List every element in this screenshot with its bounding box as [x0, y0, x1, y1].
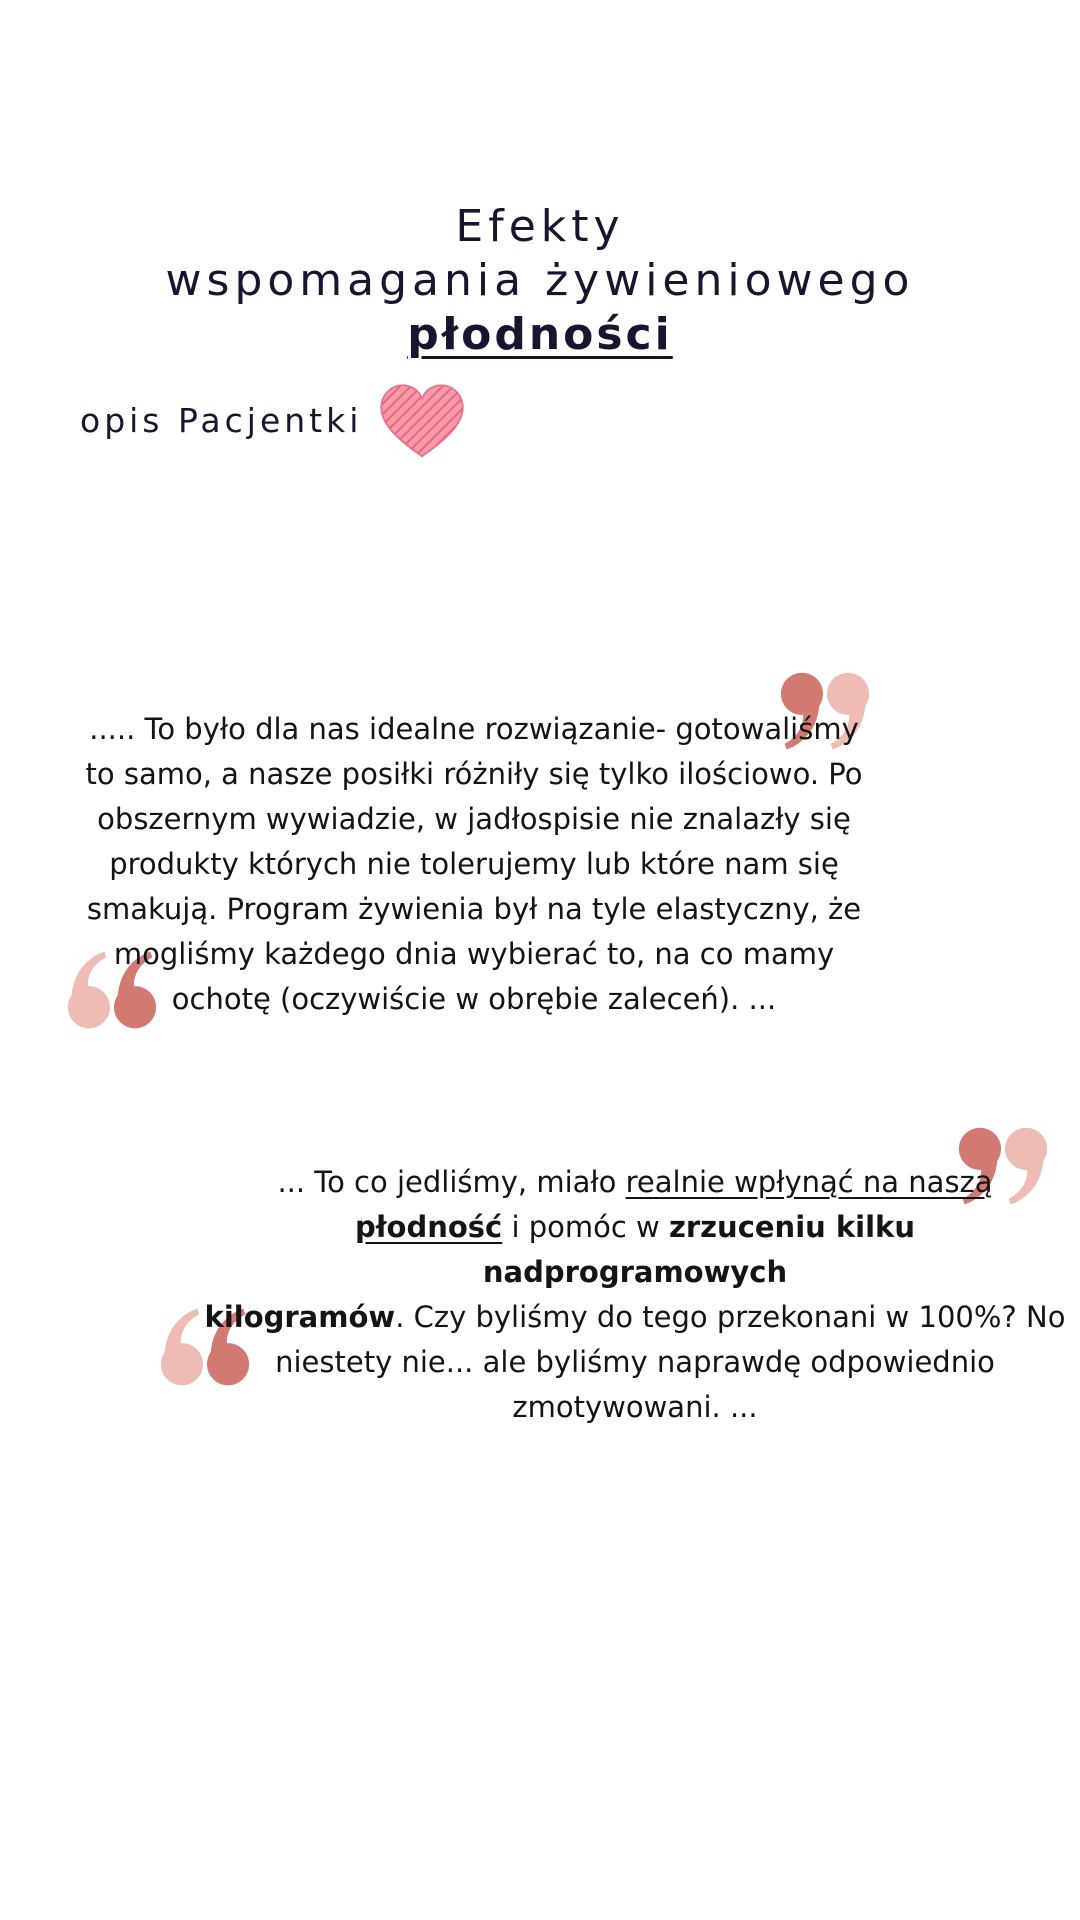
- testimonial-1-line: smakują. Program żywienia był na tyle elastyczny, że: [86, 892, 862, 926]
- title-line-3: płodności: [407, 309, 673, 360]
- testimonial-2-line: niestety nie... ale byliśmy naprawdę odpowiednio: [275, 1345, 995, 1379]
- testimonial-1: [84, 707, 864, 1022]
- testimonial-2-underlined: realnie wpłynąć na naszą: [625, 1165, 993, 1199]
- testimonial-2-bold: kilogramów: [204, 1300, 396, 1334]
- subtitle: opis Pacjentki: [80, 400, 363, 440]
- testimonial-2-line: zmotywowani. ...: [512, 1390, 758, 1424]
- testimonial-1-line: ochotę (oczywiście w obrębie zaleceń). ...: [171, 982, 777, 1016]
- testimonial-2-bold: zrzuceniu kilku nadprogramowych: [482, 1210, 915, 1289]
- heart-icon: [376, 382, 468, 458]
- subtitle-row: [80, 382, 468, 458]
- title-line-2: wspomagania żywieniowego: [165, 255, 915, 306]
- title-line-1: Efekty: [455, 201, 625, 252]
- testimonial-1-line: produkty których nie tolerujemy lub które nam się: [109, 847, 839, 881]
- testimonial-1-line: mogliśmy każdego dnia wybierać to, na co mamy: [113, 937, 835, 971]
- testimonial-2-underlined: płodność: [355, 1210, 503, 1244]
- testimonial-1-line: obszernym wywiadzie, w jadłospisie nie znalazły się: [97, 802, 851, 836]
- testimonial-2-text: i pomóc w: [502, 1210, 669, 1244]
- page-title: [0, 200, 1080, 362]
- testimonial-1-line: to samo, a nasze posiłki różniły się tylko ilościowo. Po: [85, 757, 863, 791]
- testimonial-2: [200, 1160, 1070, 1430]
- testimonial-1-line: ..... To było dla nas idealne rozwiązanie- gotowaliśmy: [89, 712, 859, 746]
- testimonial-2-line: [200, 1205, 1070, 1295]
- testimonial-2-text: . Czy byliśmy do tego przekonani w 100%? No: [395, 1300, 1066, 1334]
- testimonial-2-text: ... To co jedliśmy, miało: [277, 1165, 626, 1199]
- testimonial-2-line: [200, 1160, 1070, 1205]
- testimonial-2-line: [200, 1295, 1070, 1340]
